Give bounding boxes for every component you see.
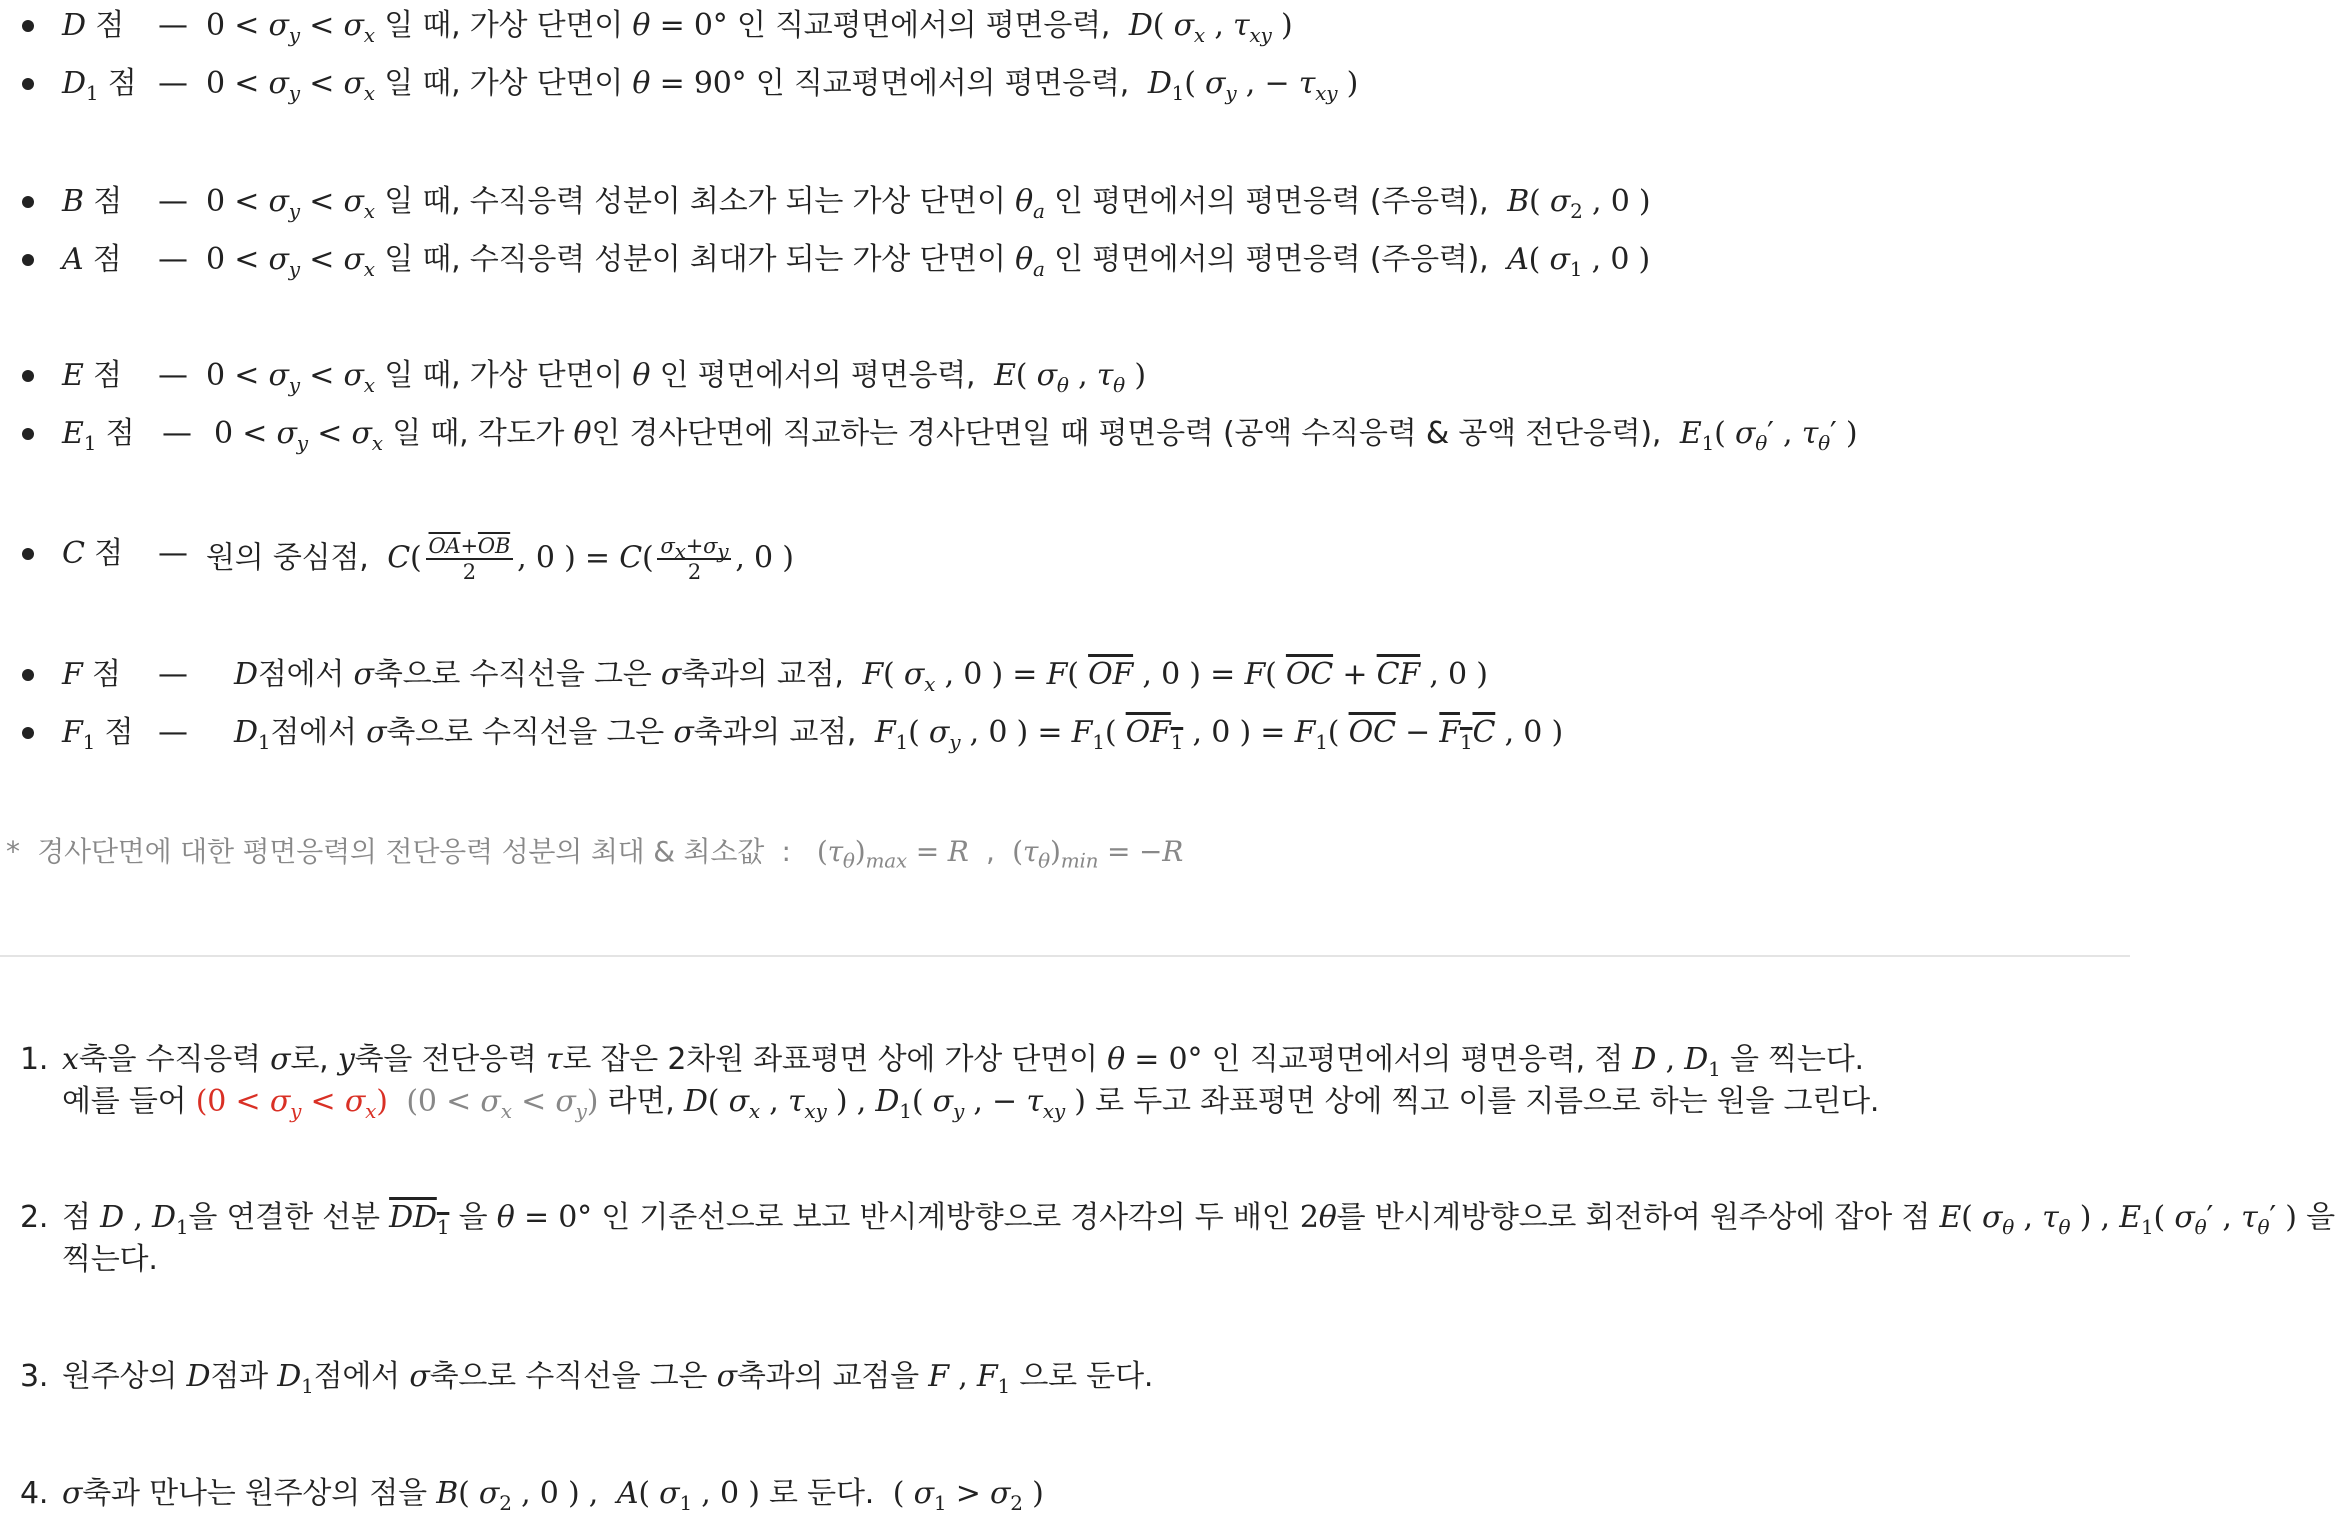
bullet-dot: [22, 78, 34, 90]
bullet-dot: [22, 669, 34, 681]
point-label: $E_1$ 점: [62, 416, 135, 455]
bullet-dot: [22, 254, 34, 266]
step-number: 4.: [20, 1476, 49, 1511]
bullet-text: $0 < \sigma_y < \sigma_x$ 일 때, 수직응력 성분이 최소가 되는 가상 단면이 $\theta_a$ 인 평면에서의 평면응력 (주응력), B( $\sigma_2$ , 0 ): [206, 184, 1651, 223]
step-text: 예를 들어 $(0 < \sigma_y < \sigma_x)$ $(0 < \sigma_x < \sigma_y)$ 라면, D( $\sigma_x$ , $\tau_{xy}$ ) , $D_1$( $\sigma_y$ , − $\tau_{xy}$ ) 로 두고 좌표평면 상에 찍고 이를 지름으로 하는 원을 그린다.: [62, 1084, 1880, 1123]
bullet-dot: [22, 20, 34, 32]
bullet-dot: [22, 548, 34, 560]
step-number: 1.: [20, 1042, 49, 1077]
horizontal-divider: [0, 955, 2130, 957]
bullet-dot: [22, 196, 34, 208]
bullet-text: $0 < \sigma_y < \sigma_x$ 일 때, 각도가 θ인 경사단면에 직교하는 경사단면일 때 평면응력 (공액 수직응력 & 공액 전단응력), $E_1$( $\sigma_\theta'$ , $\tau_\theta'$ ): [214, 416, 1858, 455]
point-label: $D_1$ 점: [62, 66, 137, 105]
point-label: E 점: [62, 358, 122, 393]
bullet-dot: [22, 370, 34, 382]
dash: —: [158, 8, 188, 43]
bullet-text: D점에서 σ축으로 수직선을 그은 σ축과의 교점, F( $\sigma_x$ , 0 ) = F( $\overline{OF}$ , 0 ) = F( $\overline{OC} + \overline{CF}$ , 0 ): [234, 657, 1488, 696]
note-text: * 경사단면에 대한 평면응력의 전단응력 성분의 최대 & 최소값 : $(\tau_\theta)_{max} = R$ , $(\tau_\theta)_{min} = -R$: [6, 835, 1184, 873]
point-label: F 점: [62, 657, 121, 692]
bullet-dot: [22, 428, 34, 440]
step-text: 찍는다.: [62, 1242, 158, 1277]
bullet-text: 원의 중심점, C( $\frac{\overline{OA}+\overline{OB}}{2}$ , 0 ) = C( $\frac{\sigma_x+\sigma_y}{2}$ , 0 ): [206, 534, 794, 584]
dash: —: [162, 416, 192, 451]
step-number: 3.: [20, 1359, 49, 1394]
dash: —: [158, 657, 188, 692]
bullet-text: $D_1$점에서 σ축으로 수직선을 그은 σ축과의 교점, $F_1$( $\sigma_y$ , 0 ) = $F_1$( $OF_1$ , 0 ) = $F_1$( $\overline{OC} - F_1C$ , 0 ): [234, 715, 1564, 754]
bullet-text: $0 < \sigma_y < \sigma_x$ 일 때, 가상 단면이 θ = 90° 인 직교평면에서의 평면응력, $D_1$( $\sigma_y$ , − $\tau_{xy}$ ): [206, 66, 1359, 105]
dash: —: [158, 358, 188, 393]
dash: —: [158, 242, 188, 277]
point-label: B 점: [62, 184, 122, 219]
point-label: C 점: [62, 536, 123, 571]
dash: —: [158, 536, 188, 571]
bullet-text: $0 < \sigma_y < \sigma_x$ 일 때, 수직응력 성분이 최대가 되는 가상 단면이 $\theta_a$ 인 평면에서의 평면응력 (주응력), A( $\sigma_1$ , 0 ): [206, 242, 1651, 281]
step-text: x축을 수직응력 σ로, y축을 전단응력 τ로 잡은 2차원 좌표평면 상에 가상 단면이 θ = 0° 인 직교평면에서의 평면응력, 점 D , $D_1$ 을 찍는다.: [62, 1042, 1864, 1081]
step-text: σ축과 만나는 원주상의 점을 B( $\sigma_2$ , 0 ) , A( $\sigma_1$ , 0 ) 로 둔다. ( $\sigma_1 > \sigma_2$ ): [62, 1476, 1044, 1515]
bullet-dot: [22, 727, 34, 739]
dash: —: [158, 66, 188, 101]
step-number: 2.: [20, 1200, 49, 1235]
bullet-text: $0 < \sigma_y < \sigma_x$ 일 때, 가상 단면이 θ = 0° 인 직교평면에서의 평면응력, D( $\sigma_x$ , $\tau_{xy}$ ): [206, 8, 1293, 47]
dash: —: [158, 715, 188, 750]
bullet-text: $0 < \sigma_y < \sigma_x$ 일 때, 가상 단면이 θ 인 평면에서의 평면응력, E( $\sigma_\theta$ , $\tau_\theta$ ): [206, 358, 1146, 397]
point-label: D 점: [62, 8, 124, 43]
step-text: 점 D , $D_1$을 연결한 선분 $DD_1$ 을 θ = 0° 인 기준선으로 보고 반시계방향으로 경사각의 두 배인 2θ를 반시계방향으로 회전하여 원주상에 잡아 점 E( $\sigma_\theta$ , $\tau_\theta$ ) , $E_1$( $\sigma_\theta'$ , $\tau_\theta'$ ) 을: [62, 1200, 2335, 1239]
dash: —: [158, 184, 188, 219]
step-text: 원주상의 D점과 $D_1$점에서 σ축으로 수직선을 그은 σ축과의 교점을 F , $F_1$ 으로 둔다.: [62, 1359, 1154, 1398]
point-label: A 점: [62, 242, 122, 277]
point-label: $F_1$ 점: [62, 715, 134, 754]
